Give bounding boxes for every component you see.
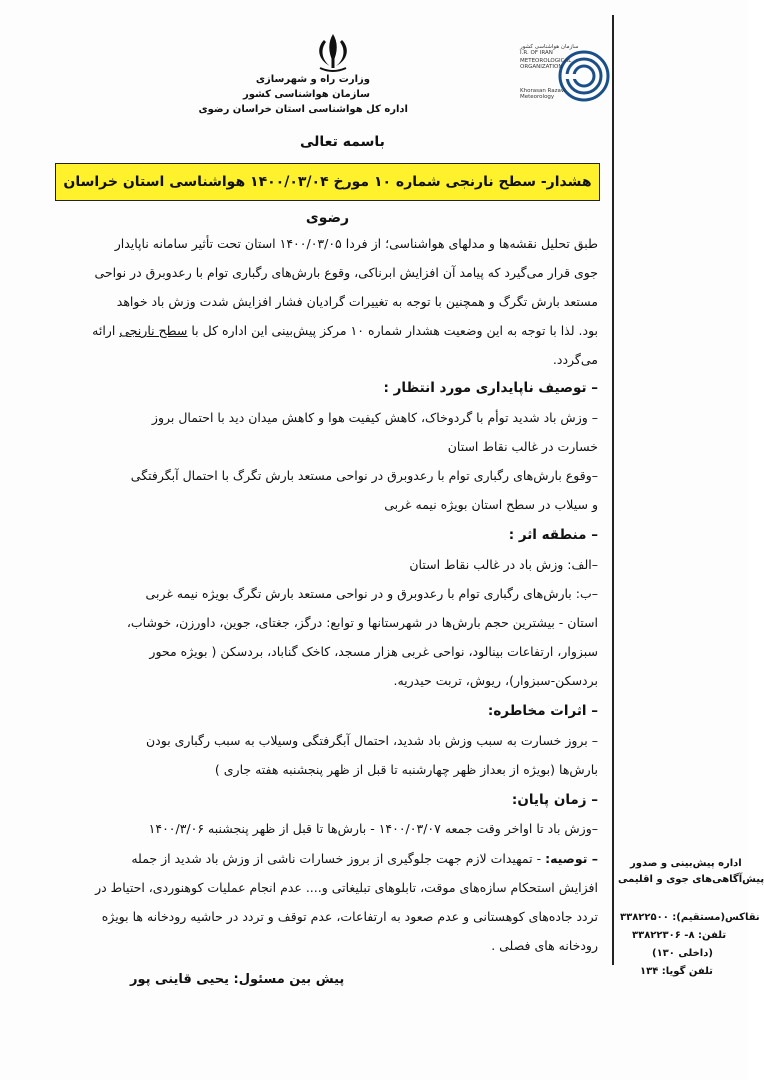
region-line: استان - بیشترین حجم بارش‌ها در شهرستانها و توابع: درگز، جغتای، جوین، داورزن، خوشاب، <box>126 615 598 630</box>
recommendation-line: رودخانه های فصلی . <box>491 938 598 953</box>
intro-line <box>92 323 598 338</box>
recommendation-heading: – توصیه: <box>545 851 598 866</box>
office-name: اداره کل هواشناسی استان خراسان رضوی <box>198 104 408 115</box>
effects-heading: – اثرات مخاطره: <box>487 703 598 719</box>
vertical-divider <box>612 15 614 965</box>
basmala: باسمه تعالی <box>300 134 385 150</box>
instability-heading: – توصیف ناپایداری مورد انتظار : <box>383 380 598 396</box>
sidebar-extension: (داخلی ۱۳۰) <box>652 948 713 959</box>
region-line: –الف: وزش باد در غالب نقاط استان <box>409 557 598 572</box>
region-heading: – منطقه اثر : <box>508 527 598 543</box>
intro-line: می‌گردد. <box>552 352 598 367</box>
instability-line: – وزش باد شدید توأم با گردوخاک، کاهش کیفیت هوا و کاهش میدان دید با احتمال بروز <box>151 410 598 425</box>
sidebar-office-line: اداره پیش‌بینی و صدور <box>630 858 742 869</box>
logo-text-line: Meteorology <box>520 94 555 100</box>
logo-text-persian: سازمان هواشناسی کشور <box>520 44 579 50</box>
recommendation-text: - تمهیدات لازم جهت جلوگیری از بروز خسارات ناشی از وزش باد شدید از جمله <box>131 851 542 866</box>
recommendation-line: افزایش استحکام سازه‌های موقت، تابلوهای تبلیغاتی و.... عدم انجام عملیات کوهنوردی، احتیاط در <box>95 880 598 895</box>
intro-line: طبق تحلیل نقشه‌ها و مدلهای هواشناسی؛ از فردا ۱۴۰۰/۰۳/۰۵ استان تحت تأثیر سامانه ناپایدار <box>114 236 598 251</box>
logo-text-line: METEOROLOGICAL <box>520 58 572 64</box>
instability-line: خسارت در غالب نقاط استان <box>447 439 598 454</box>
sidebar-fax: نقاکس(مستقیم): ۳۳۸۲۲۵۰۰ <box>620 912 760 923</box>
orange-level-text: سطح نارنجی <box>119 323 188 338</box>
warning-banner: هشدار- سطح نارنجی شماره ۱۰ مورخ ۱۴۰۰/۰۳/۰۴ هواشناسی استان خراسان رضوی <box>55 163 600 201</box>
effects-line: – بروز خسارت به سبب وزش باد شدید، احتمال آبگرفتگی وسیلاب به سبب رگباری بودن <box>145 733 598 748</box>
region-line: –ب: بارش‌های رگباری توام با رعدوبرق و در نواحی مستعد بارش تگرگ بویژه نیمه غربی <box>145 586 598 601</box>
intro-line-part: ارائه <box>92 323 116 338</box>
sidebar-office-line: پیش‌آگاهی‌های جوی و اقلیمی <box>618 874 764 885</box>
intro-line: جوی قرار می‌گیرد که پیامد آن افزایش ابرناکی، وقوع بارش‌های رگباری توام با رعدوبرق در نواحی <box>94 265 598 280</box>
intro-line: مستعد بارش تگرگ و همچنین با توجه به تغییرات گرادیان فشار افزایش شدت وزش باد خواهد <box>116 294 598 309</box>
region-line: بردسکن-سبزوار)، ریوش، تربت حیدریه. <box>393 673 598 688</box>
recommendation-line <box>131 851 598 866</box>
region-line: سبزوار، ارتفاعات بینالود، نواحی غربی هزار مسجد، کاخک گناباد، بردسکن ( بویژه محور <box>149 644 598 659</box>
organization-name: سازمان هواشناسی کشور <box>242 89 370 100</box>
intro-line-part: بود. لذا با توجه به این وضعیت هشدار شماره ۱۰ مرکز پیش‌بینی این اداره کل با <box>191 323 598 338</box>
instability-line: –وقوع بارش‌های رگباری توام با رعدوبرق در نواحی مستعد بارش تگرگ با احتمال آبگرفتگی <box>130 468 598 483</box>
signature: پیش بین مسئول: یحیی قاینی پور <box>130 972 345 987</box>
sidebar-phone: تلفن: ۸- ۳۳۸۲۲۳۰۶ <box>632 930 727 941</box>
recommendation-line: تردد جاده‌های کوهستانی و عدم صعود به ارتفاعات، عدم توقف و تردد در حاشیه رودخانه ها بویژه <box>101 909 598 924</box>
instability-line: و سیلاب در سطح استان بویژه نیمه غربی <box>384 497 598 512</box>
logo-text-line: Khorasan Razavi <box>520 88 566 94</box>
end-time-line: –وزش باد تا اواخر وقت جمعه ۱۴۰۰/۰۳/۰۷ - بارش‌ها تا قبل از ظهر پنجشنبه ۱۴۰۰/۳/۰۶ <box>148 821 598 836</box>
end-time-heading: – زمان پایان: <box>511 792 598 808</box>
sidebar-speaking-phone: تلفن گویا: ۱۳۴ <box>640 966 713 977</box>
iran-emblem-icon <box>310 32 356 74</box>
logo-text-line: ORGANIZATION <box>520 64 563 70</box>
effects-line: بارش‌ها (بویژه از بعداز ظهر چهارشنبه تا قبل از ظهر پنجشنبه هفته جاری ) <box>214 762 598 777</box>
ministry-name: وزارت راه و شهرسازی <box>255 74 370 85</box>
logo-text-line: I.R. OF IRAN <box>520 50 553 56</box>
